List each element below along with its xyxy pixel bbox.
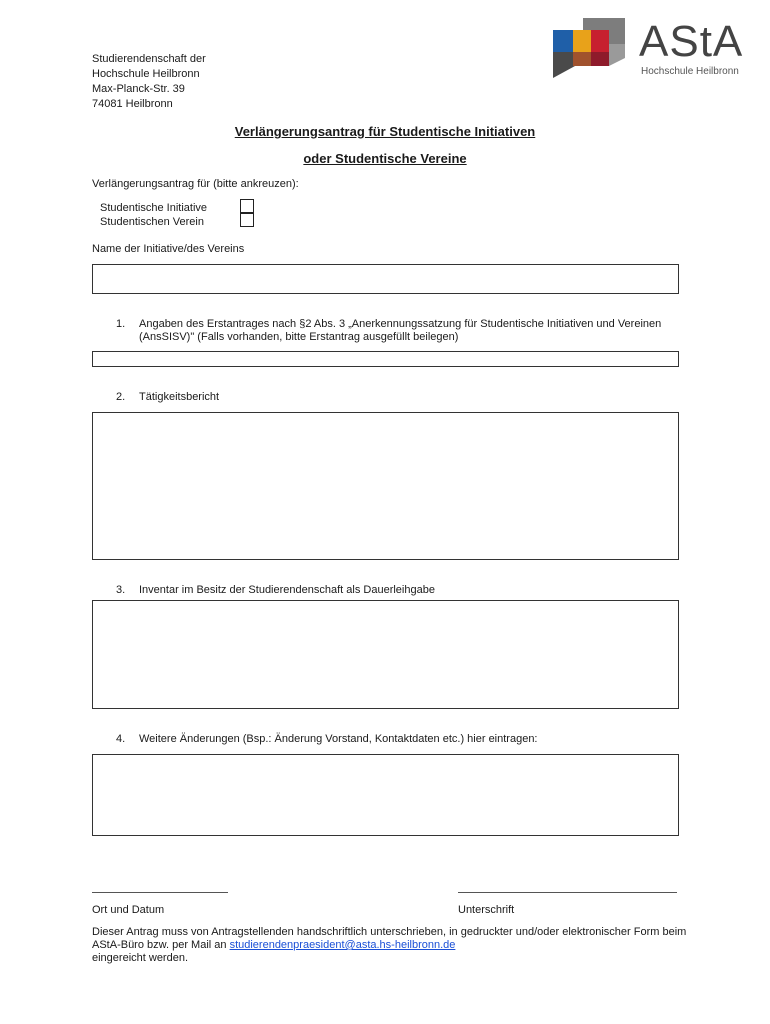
section-number: 2.	[116, 391, 126, 403]
logo-wordmark: AStA	[639, 17, 744, 66]
address-line: 74081 Heilbronn	[92, 98, 173, 110]
footer-note	[92, 926, 692, 965]
checkbox-verein[interactable]	[240, 213, 254, 227]
section-text: Angaben des Erstantrages nach §2 Abs. 3 „Anerkennungssatzung für Studentische Initiativen und Vereinen (AnsSISV)" (Falls vorhanden, bitte Erstantrag ausgefüllt beilegen)	[139, 318, 662, 343]
section-1	[0, 318, 770, 348]
form-subtitle: oder Studentische Vereine	[303, 151, 467, 166]
section-number: 3.	[116, 584, 126, 596]
email-link[interactable]: studierendenpraesident@asta.hs-heilbronn.de	[229, 939, 456, 951]
signature-line[interactable]	[458, 892, 677, 893]
section-4	[0, 733, 770, 747]
form-title: Verlängerungsantrag für Studentische Initiativen	[234, 124, 536, 139]
signature-label: Unterschrift	[458, 904, 515, 916]
name-label: Name der Initiative/des Vereins	[92, 243, 245, 255]
address-line: Studierendenschaft der	[92, 53, 206, 65]
footer-text-end: eingereicht werden.	[92, 952, 189, 964]
checkbox-instruction: Verlängerungsantrag für (bitte ankreuzen):	[92, 178, 299, 190]
option-verein-label: Studentischen Verein	[100, 216, 204, 228]
asta-logo	[553, 18, 763, 82]
section-number: 1.	[116, 318, 126, 330]
name-input-field[interactable]	[92, 264, 679, 294]
section-3	[0, 584, 770, 598]
section-2-input-field[interactable]	[92, 412, 679, 560]
section-text: Inventar im Besitz der Studierendenschaft als Dauerleihgabe	[139, 584, 435, 596]
section-1-input-field[interactable]	[92, 351, 679, 367]
section-text: Weitere Änderungen (Bsp.: Änderung Vorstand, Kontaktdaten etc.) hier eintragen:	[139, 733, 538, 745]
section-3-input-field[interactable]	[92, 600, 679, 709]
logo-subtitle: Hochschule Heilbronn	[641, 66, 739, 77]
address-line: Hochschule Heilbronn	[92, 68, 200, 80]
option-initiative-label: Studentische Initiative	[100, 202, 208, 214]
place-date-label: Ort und Datum	[92, 904, 165, 916]
section-4-input-field[interactable]	[92, 754, 679, 836]
footer-text: Dieser Antrag muss von Antragstellenden handschriftlich unterschrieben, in gedruckter und/oder elektronischer Form beim AStA-Büro bzw. per Mail an	[92, 926, 687, 951]
section-text: Tätigkeitsbericht	[139, 391, 220, 403]
section-2	[0, 391, 770, 405]
address-line: Max-Planck-Str. 39	[92, 83, 185, 95]
checkbox-initiative[interactable]	[240, 199, 254, 213]
section-number: 4.	[116, 733, 126, 745]
place-date-line[interactable]	[92, 892, 228, 893]
sender-address	[92, 52, 206, 112]
